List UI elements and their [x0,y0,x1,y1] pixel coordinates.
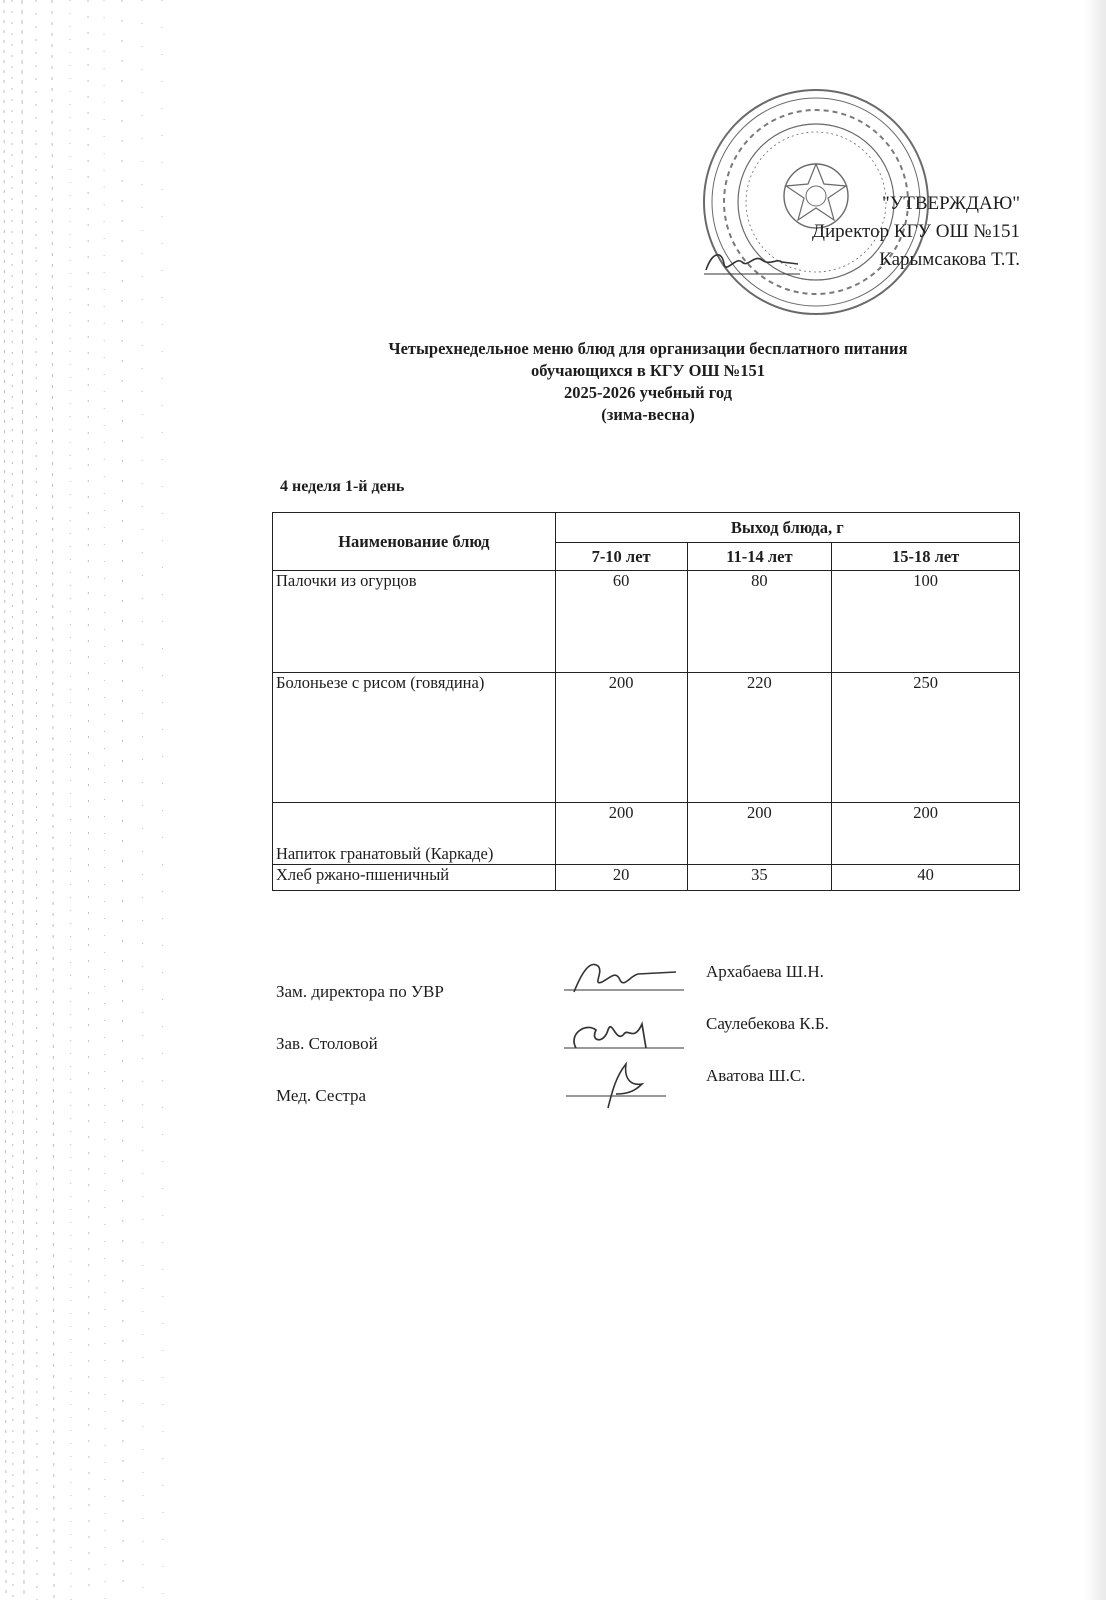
director-signature [702,244,802,280]
title-line-2: обучающихся в КГУ ОШ №151 [530,361,765,380]
dish-name: Хлеб ржано-пшеничный [273,865,556,891]
yield-value: 35 [687,865,832,891]
yield-value: 200 [687,803,832,865]
signer-name: Саулебекова К.Б. [706,1014,829,1033]
yield-value: 60 [555,571,687,673]
signatures-block [276,962,896,1124]
yield-value: 200 [555,673,687,803]
table-row [273,571,1020,673]
table-row [273,673,1020,803]
signer-role: Зам. директора по УВР [276,982,444,1001]
title-line-3: 2025-2026 учебный год [564,383,732,402]
yield-value: 80 [687,571,832,673]
scan-right-shadow [1084,0,1106,1600]
approval-title: "УТВЕРЖДАЮ" [882,193,1020,214]
handwritten-signature [546,1056,686,1112]
approval-position: Директор КГУ ОШ №151 [812,221,1020,242]
title-line-4: (зима-весна) [601,405,695,424]
menu-table [272,512,1020,891]
yield-value: 20 [555,865,687,891]
table-row [273,803,1020,865]
yield-value: 250 [832,673,1020,803]
approval-block [812,190,1020,274]
signer-role: Зав. Столовой [276,1034,378,1053]
yield-value: 40 [832,865,1020,891]
yield-value: 200 [555,803,687,865]
column-header-yield: Выход блюда, г [555,513,1019,543]
title-line-1: Четырехнедельное меню блюд для организации бесплатного питания [388,339,908,358]
handwritten-signature [546,1004,686,1060]
dish-name: Болоньезе с рисом (говядина) [273,673,556,803]
yield-value: 100 [832,571,1020,673]
approval-name: Карымсакова Т.Т. [879,249,1020,270]
signer-name: Архабаева Ш.Н. [706,962,824,981]
table-header-row [273,513,1020,543]
yield-value: 220 [687,673,832,803]
column-header-age: 7-10 лет [555,543,687,571]
yield-value: 200 [832,803,1020,865]
document-title [0,338,1106,426]
dish-name: Палочки из огурцов [273,571,556,673]
column-header-dish: Наименование блюд [273,513,556,571]
signer-name: Аватова Ш.С. [706,1066,806,1085]
table-row [273,865,1020,891]
scan-edge-noise [0,0,200,1600]
signer-role: Мед. Сестра [276,1086,367,1105]
column-header-age: 15-18 лет [832,543,1020,571]
column-header-age: 11-14 лет [687,543,832,571]
handwritten-signature [546,952,686,1008]
signature-row [276,1066,896,1124]
dish-name: Напиток гранатовый (Каркаде) [273,803,556,865]
day-label: 4 неделя 1-й день [280,478,405,495]
